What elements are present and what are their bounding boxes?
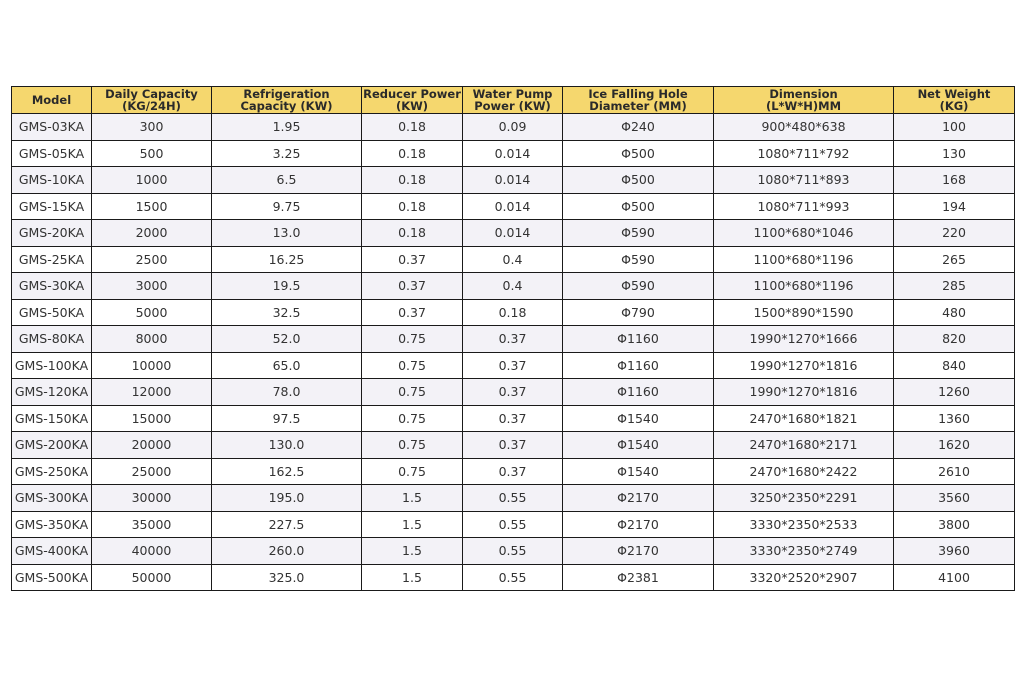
cell-water-pump-power: 0.55 — [463, 564, 563, 591]
table-row — [12, 405, 1015, 432]
cell-refrigeration-capacity: 1.95 — [212, 114, 362, 141]
cell-water-pump-power: 0.4 — [463, 246, 563, 273]
cell-refrigeration-capacity: 130.0 — [212, 432, 362, 459]
cell-model: GMS-03KA — [12, 114, 92, 141]
cell-ice-falling-hole-diameter: Φ500 — [563, 140, 714, 167]
cell-ice-falling-hole-diameter: Φ500 — [563, 167, 714, 194]
table-row — [12, 140, 1015, 167]
cell-daily-capacity: 12000 — [92, 379, 212, 406]
cell-water-pump-power: 0.09 — [463, 114, 563, 141]
cell-reducer-power: 0.18 — [362, 114, 463, 141]
cell-dimension: 3320*2520*2907 — [714, 564, 894, 591]
cell-reducer-power: 0.75 — [362, 405, 463, 432]
cell-ice-falling-hole-diameter: Φ2381 — [563, 564, 714, 591]
cell-model: GMS-05KA — [12, 140, 92, 167]
cell-dimension: 1080*711*792 — [714, 140, 894, 167]
cell-reducer-power: 0.75 — [362, 352, 463, 379]
cell-water-pump-power: 0.014 — [463, 193, 563, 220]
cell-ice-falling-hole-diameter: Φ1540 — [563, 432, 714, 459]
cell-model: GMS-50KA — [12, 299, 92, 326]
cell-net-weight: 3960 — [894, 538, 1015, 565]
cell-reducer-power: 0.75 — [362, 432, 463, 459]
cell-daily-capacity: 500 — [92, 140, 212, 167]
cell-reducer-power: 1.5 — [362, 564, 463, 591]
table-row — [12, 193, 1015, 220]
cell-water-pump-power: 0.18 — [463, 299, 563, 326]
cell-ice-falling-hole-diameter: Φ1160 — [563, 352, 714, 379]
cell-water-pump-power: 0.37 — [463, 405, 563, 432]
specification-table — [11, 86, 1015, 591]
table-row — [12, 485, 1015, 512]
cell-ice-falling-hole-diameter: Φ1160 — [563, 326, 714, 353]
cell-refrigeration-capacity: 6.5 — [212, 167, 362, 194]
cell-reducer-power: 0.37 — [362, 299, 463, 326]
cell-daily-capacity: 300 — [92, 114, 212, 141]
header-water-pump-power: Water Pump Power (KW) — [463, 87, 563, 114]
cell-refrigeration-capacity: 97.5 — [212, 405, 362, 432]
cell-refrigeration-capacity: 195.0 — [212, 485, 362, 512]
cell-refrigeration-capacity: 52.0 — [212, 326, 362, 353]
cell-dimension: 1990*1270*1816 — [714, 379, 894, 406]
cell-dimension: 3330*2350*2533 — [714, 511, 894, 538]
cell-refrigeration-capacity: 9.75 — [212, 193, 362, 220]
cell-ice-falling-hole-diameter: Φ1540 — [563, 458, 714, 485]
cell-dimension: 1990*1270*1816 — [714, 352, 894, 379]
cell-net-weight: 4100 — [894, 564, 1015, 591]
cell-water-pump-power: 0.37 — [463, 379, 563, 406]
cell-ice-falling-hole-diameter: Φ1160 — [563, 379, 714, 406]
cell-dimension: 3330*2350*2749 — [714, 538, 894, 565]
cell-dimension: 1100*680*1196 — [714, 273, 894, 300]
table-row — [12, 220, 1015, 247]
cell-refrigeration-capacity: 3.25 — [212, 140, 362, 167]
table-row — [12, 326, 1015, 353]
cell-daily-capacity: 10000 — [92, 352, 212, 379]
cell-daily-capacity: 35000 — [92, 511, 212, 538]
cell-net-weight: 820 — [894, 326, 1015, 353]
cell-ice-falling-hole-diameter: Φ1540 — [563, 405, 714, 432]
cell-model: GMS-250KA — [12, 458, 92, 485]
cell-net-weight: 1620 — [894, 432, 1015, 459]
cell-reducer-power: 1.5 — [362, 485, 463, 512]
cell-daily-capacity: 3000 — [92, 273, 212, 300]
cell-net-weight: 130 — [894, 140, 1015, 167]
cell-water-pump-power: 0.37 — [463, 326, 563, 353]
cell-refrigeration-capacity: 16.25 — [212, 246, 362, 273]
header-net-weight: Net Weight (KG) — [894, 87, 1015, 114]
cell-net-weight: 480 — [894, 299, 1015, 326]
cell-daily-capacity: 15000 — [92, 405, 212, 432]
cell-ice-falling-hole-diameter: Φ590 — [563, 273, 714, 300]
cell-daily-capacity: 1500 — [92, 193, 212, 220]
header-dimension: Dimension (L*W*H)MM — [714, 87, 894, 114]
cell-daily-capacity: 5000 — [92, 299, 212, 326]
cell-reducer-power: 1.5 — [362, 538, 463, 565]
cell-net-weight: 2610 — [894, 458, 1015, 485]
cell-model: GMS-10KA — [12, 167, 92, 194]
header-row — [12, 87, 1015, 114]
table-row — [12, 273, 1015, 300]
cell-dimension: 3250*2350*2291 — [714, 485, 894, 512]
cell-water-pump-power: 0.37 — [463, 352, 563, 379]
cell-model: GMS-150KA — [12, 405, 92, 432]
cell-refrigeration-capacity: 325.0 — [212, 564, 362, 591]
table-row — [12, 538, 1015, 565]
cell-model: GMS-120KA — [12, 379, 92, 406]
cell-dimension: 900*480*638 — [714, 114, 894, 141]
cell-dimension: 1100*680*1196 — [714, 246, 894, 273]
cell-refrigeration-capacity: 162.5 — [212, 458, 362, 485]
cell-net-weight: 285 — [894, 273, 1015, 300]
table-row — [12, 511, 1015, 538]
cell-daily-capacity: 20000 — [92, 432, 212, 459]
cell-ice-falling-hole-diameter: Φ790 — [563, 299, 714, 326]
table-body — [12, 114, 1015, 591]
cell-reducer-power: 0.75 — [362, 458, 463, 485]
cell-ice-falling-hole-diameter: Φ500 — [563, 193, 714, 220]
cell-dimension: 1080*711*993 — [714, 193, 894, 220]
header-refrigeration-capacity: Refrigeration Capacity (KW) — [212, 87, 362, 114]
cell-daily-capacity: 1000 — [92, 167, 212, 194]
table-row — [12, 246, 1015, 273]
cell-ice-falling-hole-diameter: Φ2170 — [563, 538, 714, 565]
cell-reducer-power: 0.18 — [362, 193, 463, 220]
cell-model: GMS-15KA — [12, 193, 92, 220]
cell-water-pump-power: 0.014 — [463, 140, 563, 167]
cell-reducer-power: 0.37 — [362, 273, 463, 300]
cell-refrigeration-capacity: 78.0 — [212, 379, 362, 406]
cell-reducer-power: 0.75 — [362, 326, 463, 353]
table-row — [12, 458, 1015, 485]
cell-dimension: 2470*1680*2171 — [714, 432, 894, 459]
cell-dimension: 1990*1270*1666 — [714, 326, 894, 353]
cell-reducer-power: 0.18 — [362, 220, 463, 247]
cell-ice-falling-hole-diameter: Φ2170 — [563, 511, 714, 538]
cell-ice-falling-hole-diameter: Φ590 — [563, 246, 714, 273]
cell-reducer-power: 0.75 — [362, 379, 463, 406]
cell-ice-falling-hole-diameter: Φ2170 — [563, 485, 714, 512]
cell-daily-capacity: 2500 — [92, 246, 212, 273]
cell-refrigeration-capacity: 19.5 — [212, 273, 362, 300]
table-row — [12, 352, 1015, 379]
table-row — [12, 114, 1015, 141]
cell-reducer-power: 0.18 — [362, 167, 463, 194]
table-row — [12, 167, 1015, 194]
cell-net-weight: 220 — [894, 220, 1015, 247]
cell-net-weight: 3800 — [894, 511, 1015, 538]
cell-net-weight: 3560 — [894, 485, 1015, 512]
cell-daily-capacity: 30000 — [92, 485, 212, 512]
cell-refrigeration-capacity: 13.0 — [212, 220, 362, 247]
cell-daily-capacity: 2000 — [92, 220, 212, 247]
cell-daily-capacity: 50000 — [92, 564, 212, 591]
cell-net-weight: 1260 — [894, 379, 1015, 406]
cell-net-weight: 194 — [894, 193, 1015, 220]
cell-net-weight: 168 — [894, 167, 1015, 194]
cell-model: GMS-20KA — [12, 220, 92, 247]
cell-model: GMS-500KA — [12, 564, 92, 591]
cell-water-pump-power: 0.55 — [463, 538, 563, 565]
header-ice-falling-hole-diameter: Ice Falling Hole Diameter (MM) — [563, 87, 714, 114]
cell-model: GMS-80KA — [12, 326, 92, 353]
cell-ice-falling-hole-diameter: Φ590 — [563, 220, 714, 247]
cell-reducer-power: 1.5 — [362, 511, 463, 538]
header-daily-capacity: Daily Capacity (KG/24H) — [92, 87, 212, 114]
cell-net-weight: 1360 — [894, 405, 1015, 432]
cell-water-pump-power: 0.4 — [463, 273, 563, 300]
cell-model: GMS-200KA — [12, 432, 92, 459]
cell-water-pump-power: 0.37 — [463, 458, 563, 485]
cell-water-pump-power: 0.014 — [463, 220, 563, 247]
cell-water-pump-power: 0.014 — [463, 167, 563, 194]
cell-dimension: 2470*1680*1821 — [714, 405, 894, 432]
cell-net-weight: 840 — [894, 352, 1015, 379]
cell-daily-capacity: 8000 — [92, 326, 212, 353]
cell-reducer-power: 0.18 — [362, 140, 463, 167]
cell-dimension: 1100*680*1046 — [714, 220, 894, 247]
cell-reducer-power: 0.37 — [362, 246, 463, 273]
table-row — [12, 564, 1015, 591]
table-row — [12, 299, 1015, 326]
cell-net-weight: 265 — [894, 246, 1015, 273]
header-model: Model — [12, 87, 92, 114]
cell-dimension: 2470*1680*2422 — [714, 458, 894, 485]
cell-model: GMS-25KA — [12, 246, 92, 273]
cell-ice-falling-hole-diameter: Φ240 — [563, 114, 714, 141]
cell-net-weight: 100 — [894, 114, 1015, 141]
table-row — [12, 379, 1015, 406]
cell-model: GMS-400KA — [12, 538, 92, 565]
cell-refrigeration-capacity: 227.5 — [212, 511, 362, 538]
table-row — [12, 432, 1015, 459]
cell-daily-capacity: 40000 — [92, 538, 212, 565]
cell-model: GMS-300KA — [12, 485, 92, 512]
cell-dimension: 1080*711*893 — [714, 167, 894, 194]
cell-model: GMS-100KA — [12, 352, 92, 379]
cell-water-pump-power: 0.55 — [463, 511, 563, 538]
cell-refrigeration-capacity: 32.5 — [212, 299, 362, 326]
cell-refrigeration-capacity: 260.0 — [212, 538, 362, 565]
cell-dimension: 1500*890*1590 — [714, 299, 894, 326]
cell-water-pump-power: 0.37 — [463, 432, 563, 459]
header-reducer-power: Reducer Power (KW) — [363, 87, 461, 113]
cell-model: GMS-30KA — [12, 273, 92, 300]
cell-refrigeration-capacity: 65.0 — [212, 352, 362, 379]
cell-daily-capacity: 25000 — [92, 458, 212, 485]
cell-model: GMS-350KA — [12, 511, 92, 538]
cell-water-pump-power: 0.55 — [463, 485, 563, 512]
